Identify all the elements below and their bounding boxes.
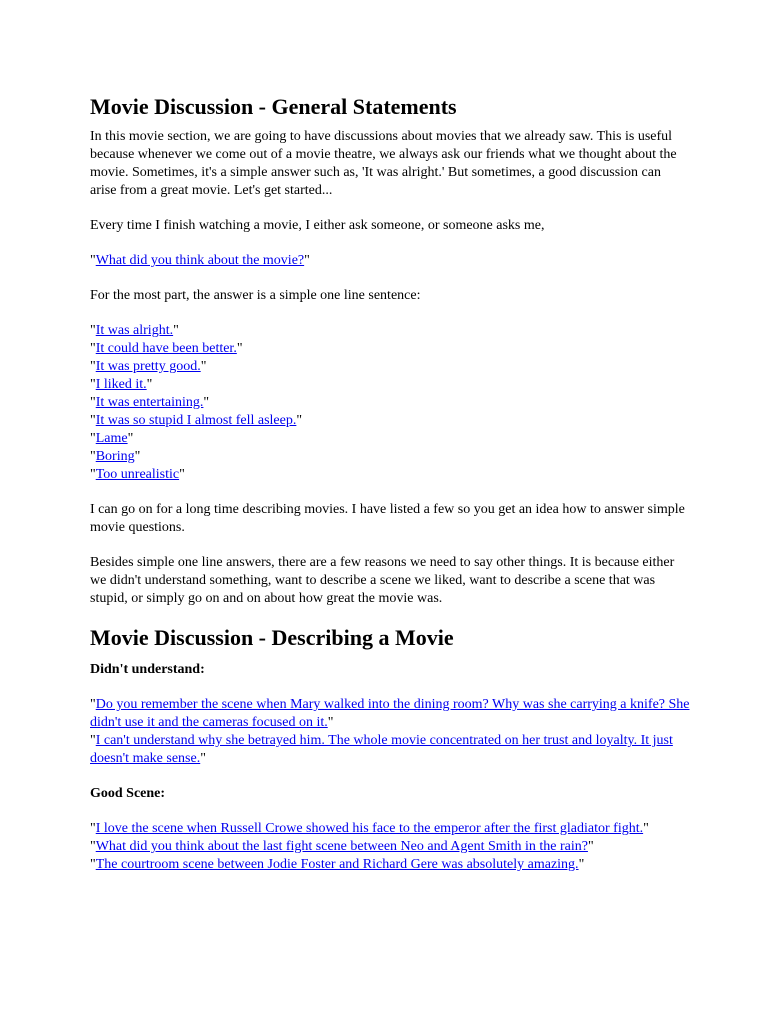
list-item: "The courtroom scene between Jodie Foster and Richard Gere was absolutely amazing." (90, 857, 585, 872)
most-part-paragraph: For the most part, the answer is a simple one line sentence: (90, 288, 421, 303)
section-title-describing: Movie Discussion - Describing a Movie (90, 625, 454, 650)
question-line: "What did you think about the movie?" (90, 253, 310, 268)
list-item: "It was pretty good." (90, 359, 207, 374)
list-item: "I love the scene when Russell Crowe showed his face to the emperor after the first gladiator fight." (90, 821, 649, 836)
list-item: "I liked it." (90, 377, 153, 392)
list-item: "Lame" (90, 431, 134, 446)
answer-link[interactable]: Boring (95, 449, 135, 464)
example-link[interactable]: Do you remember the scene when Mary walked into the dining room? Why was she carrying a knife? She didn't use it and the cameras focused on it. (90, 697, 690, 730)
list-item: "Do you remember the scene when Mary walked into the dining room? Why was she carrying a knife? She didn't use it and the cameras focused on it." (90, 697, 690, 730)
answer-link[interactable]: Lame (95, 431, 128, 446)
good-scene-label: Good Scene: (90, 786, 166, 801)
good-scene-list (90, 820, 690, 874)
list-item: "It could have been better." (90, 341, 243, 356)
list-item: "It was alright." (90, 323, 179, 338)
example-link[interactable]: What did you think about the last fight scene between Neo and Agent Smith in the rain? (95, 839, 588, 854)
answer-link[interactable]: It was so stupid I almost fell asleep. (95, 413, 297, 428)
example-link[interactable]: The courtroom scene between Jodie Foster and Richard Gere was absolutely amazing. (95, 857, 579, 872)
list-item: "Too unrealistic" (90, 467, 185, 482)
go-on-paragraph: I can go on for a long time describing movies. I have listed a few so you get an idea how to answer simple movie questions. (90, 502, 685, 535)
answers-list (90, 322, 690, 484)
list-item: "It was entertaining." (90, 395, 210, 410)
section-title-general: Movie Discussion - General Statements (90, 94, 457, 119)
besides-paragraph: Besides simple one line answers, there are a few reasons we need to say other things. It is because either we didn't understand something, want to describe a scene we liked, want to describe a scene that was stupid, or simply go on and on about how great the movie was. (90, 555, 675, 606)
list-item: "What did you think about the last fight scene between Neo and Agent Smith in the rain?" (90, 839, 594, 854)
answer-link[interactable]: It was pretty good. (95, 359, 201, 374)
question-link[interactable]: What did you think about the movie? (95, 253, 305, 268)
answer-link[interactable]: I liked it. (95, 377, 147, 392)
example-link[interactable]: I can't understand why she betrayed him. The whole movie concentrated on her trust and loyalty. It just doesn't make sense. (90, 733, 673, 766)
answer-link[interactable]: It was alright. (95, 323, 174, 338)
answer-link[interactable]: Too unrealistic (95, 467, 180, 482)
intro-paragraph: In this movie section, we are going to have discussions about movies that we already saw. This is useful because whenever we come out of a movie theatre, we always ask our friends what we thought about the movie. Sometimes, it's a simple answer such as, 'It was alright.' But sometimes, a good discussion can arise from a great movie. Let's get started... (90, 129, 677, 198)
every-time-paragraph: Every time I finish watching a movie, I either ask someone, or someone asks me, (90, 218, 545, 233)
document-content (90, 94, 690, 891)
answer-link[interactable]: It was entertaining. (95, 395, 204, 410)
list-item: "I can't understand why she betrayed him. The whole movie concentrated on her trust and loyalty. It just doesn't make sense." (90, 733, 673, 766)
list-item: "Boring" (90, 449, 141, 464)
answer-link[interactable]: It could have been better. (95, 341, 237, 356)
didnt-understand-list (90, 696, 690, 768)
didnt-understand-label: Didn't understand: (90, 662, 205, 677)
example-link[interactable]: I love the scene when Russell Crowe showed his face to the emperor after the first gladiator fight. (95, 821, 644, 836)
list-item: "It was so stupid I almost fell asleep." (90, 413, 303, 428)
